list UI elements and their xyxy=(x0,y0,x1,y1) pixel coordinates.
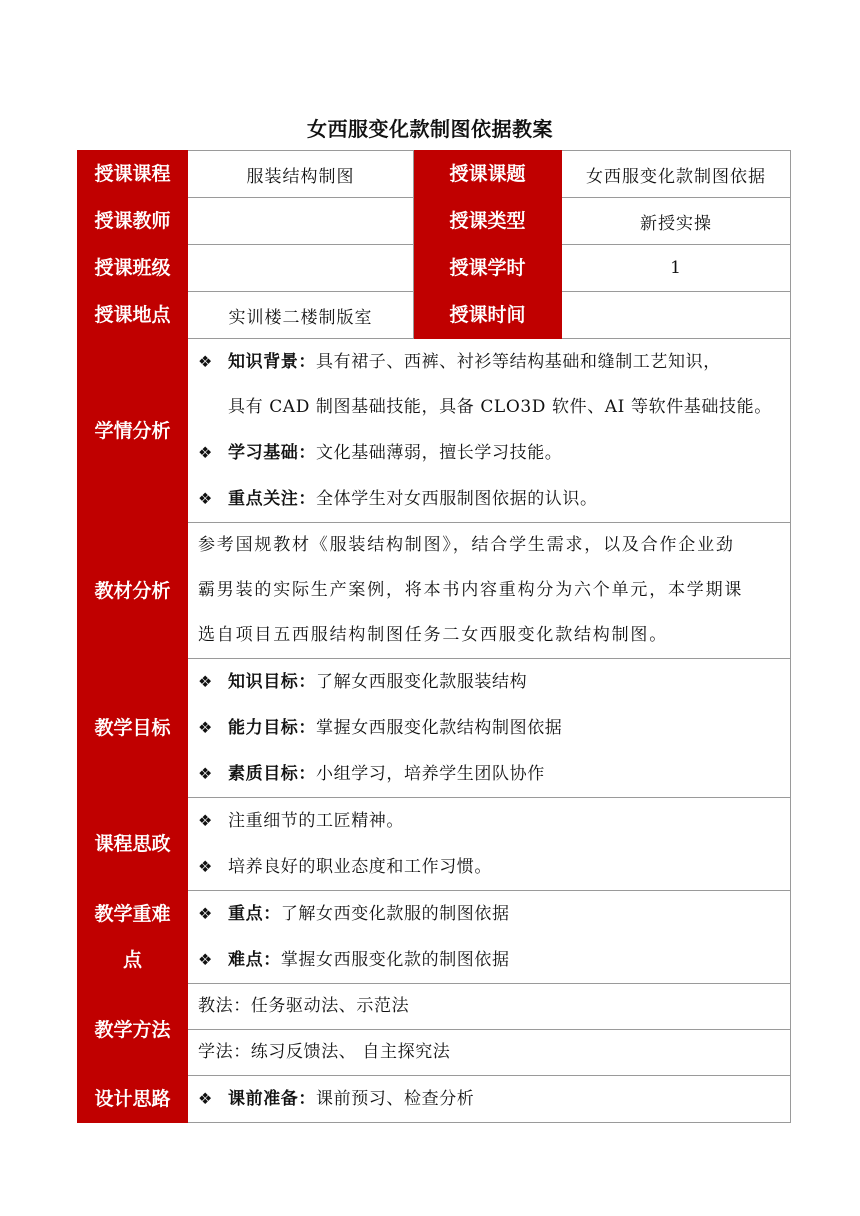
key-points-content: ❖ 重点：了解女西变化款服的制图依据 ❖ 难点：掌握女西服变化款的制图依据 xyxy=(188,891,791,984)
bullet-icon: ❖ xyxy=(198,904,213,923)
design-content: ❖ 课前准备：课前预习、检查分析 xyxy=(188,1076,791,1123)
class-label: 授课班级 xyxy=(78,245,188,292)
row-design xyxy=(78,1076,791,1123)
time-label: 授课时间 xyxy=(414,292,562,339)
bullet-icon: ❖ xyxy=(198,672,213,691)
bullet-icon: ❖ xyxy=(198,718,213,737)
type-label: 授课类型 xyxy=(414,198,562,245)
row-class xyxy=(78,245,791,292)
time-value xyxy=(562,292,791,339)
student-analysis-label: 学情分析 xyxy=(78,339,188,523)
place-label: 授课地点 xyxy=(78,292,188,339)
learning-method: 学法：练习反馈法、 自主探究法 xyxy=(188,1030,791,1076)
bullet-icon: ❖ xyxy=(198,352,213,371)
ideology-content: ❖ 注重细节的工匠精神。 ❖ 培养良好的职业态度和工作习惯。 xyxy=(188,798,791,891)
lesson-plan-table xyxy=(77,150,791,1123)
row-student-analysis xyxy=(78,339,791,523)
teaching-method: 教法：任务驱动法、示范法 xyxy=(188,984,791,1030)
material-analysis-label: 教材分析 xyxy=(78,523,188,659)
bullet-icon: ❖ xyxy=(198,489,213,508)
teaching-goals-content: ❖ 知识目标：了解女西服变化款服装结构 ❖ 能力目标：掌握女西服变化款结构制图依据 ❖ 素质目标：小组学习，培养学生团队协作 xyxy=(188,659,791,798)
row-teaching-goals xyxy=(78,659,791,798)
row-material-analysis xyxy=(78,523,791,659)
row-key-points xyxy=(78,891,791,984)
row-teacher xyxy=(78,198,791,245)
document-title: 女西服变化款制图依据教案 xyxy=(307,117,553,141)
teacher-label: 授课教师 xyxy=(78,198,188,245)
bullet-icon: ❖ xyxy=(198,1089,213,1108)
topic-value: 女西服变化款制图依据 xyxy=(562,151,791,198)
methods-label: 教学方法 xyxy=(78,984,188,1076)
bullet-icon: ❖ xyxy=(198,811,213,830)
ideology-label: 课程思政 xyxy=(78,798,188,891)
bullet-icon: ❖ xyxy=(198,857,213,876)
teaching-goals-label: 教学目标 xyxy=(78,659,188,798)
teacher-value xyxy=(188,198,414,245)
topic-label: 授课课题 xyxy=(414,151,562,198)
class-value xyxy=(188,245,414,292)
row-ideology xyxy=(78,798,791,891)
student-analysis-content: ❖ 知识背景：具有裙子、西裤、衬衫等结构基础和缝制工艺知识， 具有 CAD 制图基础技能，具备 CLO3D 软件、AI 等软件基础技能。 ❖ 学习基础：文化基础薄弱，擅长学习技能。 ❖ 重点关注：全体学生对女西服制图依据的认识。 xyxy=(188,339,791,523)
bullet-icon: ❖ xyxy=(198,950,213,969)
material-analysis-content: 参考国规教材《服装结构制图》，结合学生需求，以及合作企业劲 霸男装的实际生产案例，将本书内容重构分为六个单元，本学期课 选自项目五西服结构制图任务二女西服变化款结构制图。 xyxy=(188,523,791,659)
row-methods-teaching xyxy=(78,984,791,1030)
bullet-icon: ❖ xyxy=(198,764,213,783)
hours-value: 1 xyxy=(562,245,791,292)
place-value: 实训楼二楼制版室 xyxy=(188,292,414,339)
row-course xyxy=(78,151,791,198)
course-value: 服装结构制图 xyxy=(188,151,414,198)
type-value: 新授实操 xyxy=(562,198,791,245)
hours-label: 授课学时 xyxy=(414,245,562,292)
row-place xyxy=(78,292,791,339)
bullet-icon: ❖ xyxy=(198,443,213,462)
course-label: 授课课程 xyxy=(78,151,188,198)
key-points-label: 教学重难 点 xyxy=(78,891,188,984)
design-label: 设计思路 xyxy=(78,1076,188,1123)
